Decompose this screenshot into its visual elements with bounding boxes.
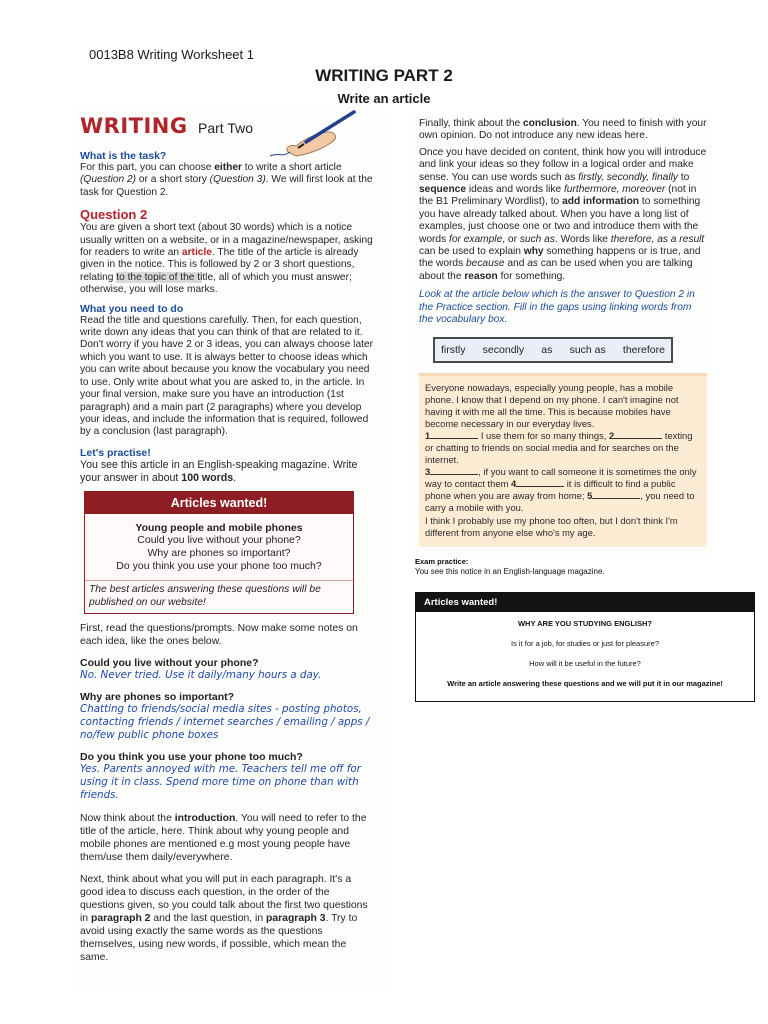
note-answer-3: Yes. Parents annoyed with me. Teachers tell me off for using it in class. Spend more time on phone than with friends.	[80, 763, 361, 802]
right-column-scan	[414, 116, 712, 554]
exam-question-2: How will it be useful in the future?	[529, 659, 641, 668]
aw-title: Young people and mobile phones	[135, 521, 303, 534]
writing-banner	[80, 114, 376, 144]
articles-wanted-header: Articles wanted!	[85, 492, 353, 514]
note-answer-2: Chatting to friends/social media sites - posting photos, contacting friends / internet searches / emailing / apps / no/few public phone boxes	[80, 703, 370, 742]
note-question-3: Do you think you use your phone too much?	[80, 751, 303, 764]
exam-practice-text: You see this notice in an English-language magazine.	[415, 567, 605, 576]
need-heading: What you need to do	[80, 302, 184, 315]
exam-call-to-action: Write an article answering these questions and we will put it in our magazine!	[447, 679, 723, 688]
writing-brand: WRITING	[80, 114, 188, 138]
vocab-word: firstly	[441, 343, 466, 356]
page-subtitle: Write an article	[337, 91, 431, 106]
vocab-word: such as	[569, 343, 606, 356]
task-text: For this part, you can choose either to write a short article (Question 2) or a short story (Question 3). We will first look at the task for Question 2.	[80, 162, 373, 198]
vocab-word: secondly	[482, 343, 525, 356]
gap-fill-instruction: Look at the article below which is the answer to Question 2 in the Practice section. Fill in the gaps using linking words from the vocabulary box.	[419, 289, 695, 326]
gap-3[interactable]	[430, 466, 478, 475]
note-answer-1: No. Never tried. Use it daily/many hours a day.	[80, 669, 322, 682]
linking-text: Once you have decided on content, think how you will introduce and link your ideas so they follow in a logical order and make sense. You can use words such as firstly, secondly, finally to sequence ideas and words like furthermore, moreover (not in the B1 Preliminary Wordlist), to add information to something you have already talked about. When you have a long list of examples, just choose one or two and introduce them with the words for example, or such as. Words like therefore, as a result can be used to explain why something happens or is true, and the words because and as can be used when you are talking about the reason for something.	[419, 146, 707, 282]
exam-practice-label: Exam practice:	[415, 557, 469, 566]
task-heading: What is the task?	[80, 150, 167, 162]
question-2-text: You are given a short text (about 30 words) which is a notice usually written on a website, or in a magazine/newspaper, asking for readers to write an article. The title of the article is already given in the notice. This is followed by 2 or 3 short questions, relating to the topic of the title, all of which you must answer; otherwise, you will lose marks.	[80, 222, 373, 296]
sample-article: Everyone nowadays, especially young people, has a mobile phone. I know that I depend on my phone. I can't imagine not having it with me all the time. This is because mobiles have become necessary in our everyday lives. 1 I use them for so many things, 2 texting or chatting to friends on social media and for searches on the internet. 3 , if you want to call someone it is sometimes the only way to contact them 4 it is difficult to find a public phone when you are away from home; 5 , you need to carry a mobile with you. I think I probably use my phone too often, but I don't think I'm different from anyone else who's my age.	[419, 373, 707, 547]
vocabulary-box	[433, 337, 673, 363]
question-2-heading: Question 2	[80, 207, 148, 223]
aw-footer: The best articles answering these questions will be published on our website!	[85, 580, 353, 613]
articles-wanted-body	[85, 514, 353, 576]
practise-text: You see this article in an English-speaking magazine. Write your answer in about 100 words.	[80, 458, 358, 484]
gap-2[interactable]	[614, 430, 662, 439]
articles-wanted-box	[84, 491, 354, 614]
introduction-text: Now think about the introduction. You will need to refer to the title of the article, here. Think about why young people and mobile phones are mentioned e.g most young people have them/use them daily/everywhere.	[80, 813, 367, 864]
part-two-label: Part Two	[198, 120, 253, 136]
conclusion-text: Finally, think about the conclusion. You need to finish with your own opinion. Do not introduce any new ideas here.	[419, 118, 707, 142]
vocab-word: as	[541, 343, 553, 356]
gap-1[interactable]	[430, 430, 478, 439]
worksheet-code: 0013B8 Writing Worksheet 1	[89, 47, 254, 62]
exam-articles-wanted-header: Articles wanted!	[416, 593, 754, 612]
exam-title: WHY ARE YOU STUDYING ENGLISH?	[517, 619, 653, 628]
note-question-2: Why are phones so important?	[80, 691, 235, 704]
need-text: Read the title and questions carefully. Then, for each question, write down any ideas that you can think of that are related to it. Don't worry if you have 2 or 3 ideas, you can always choose later which you want to use. It is always better to choose ideas which you can write about because you know the vocabulary you need to use. Only write about what you are asked to, in the article. In your final version, make sure you have an introduction (1st paragraph) and a main part (2 paragraphs) where you develop your ideas, and include the information that is required, followed by a conclusion (last paragraph).	[80, 314, 374, 438]
practise-heading: Let's practise!	[80, 446, 151, 459]
aw-question-3: Do you think you use your phone too much?	[116, 559, 322, 572]
page-title: WRITING PART 2	[315, 66, 453, 85]
gap-4[interactable]	[516, 478, 564, 487]
exam-question-1: Is it for a job, for studies or just for pleasure?	[511, 639, 659, 648]
first-read-text: First, read the questions/prompts. Now make some notes on each idea, like the ones below.	[80, 623, 358, 648]
gap-5[interactable]	[592, 490, 640, 499]
exam-articles-wanted-box	[415, 592, 755, 702]
note-question-1: Could you live without your phone?	[80, 657, 259, 670]
paragraphs-text: Next, think about what you will put in each paragraph. It's a good idea to discuss each question, in the order of the questions given, so you could talk about the first two questions in paragraph 2 and the last question, in paragraph 3. Try to avoid using exactly the same words as the questions themselves, using new words, if possible, which mean the same.	[80, 874, 368, 964]
aw-question-1: Could you live without your phone?	[137, 534, 301, 547]
left-column-scan	[72, 110, 388, 990]
hand-with-pen-icon	[266, 108, 366, 160]
vocab-word: therefore	[622, 343, 665, 356]
aw-question-2: Why are phones so important?	[147, 546, 291, 559]
